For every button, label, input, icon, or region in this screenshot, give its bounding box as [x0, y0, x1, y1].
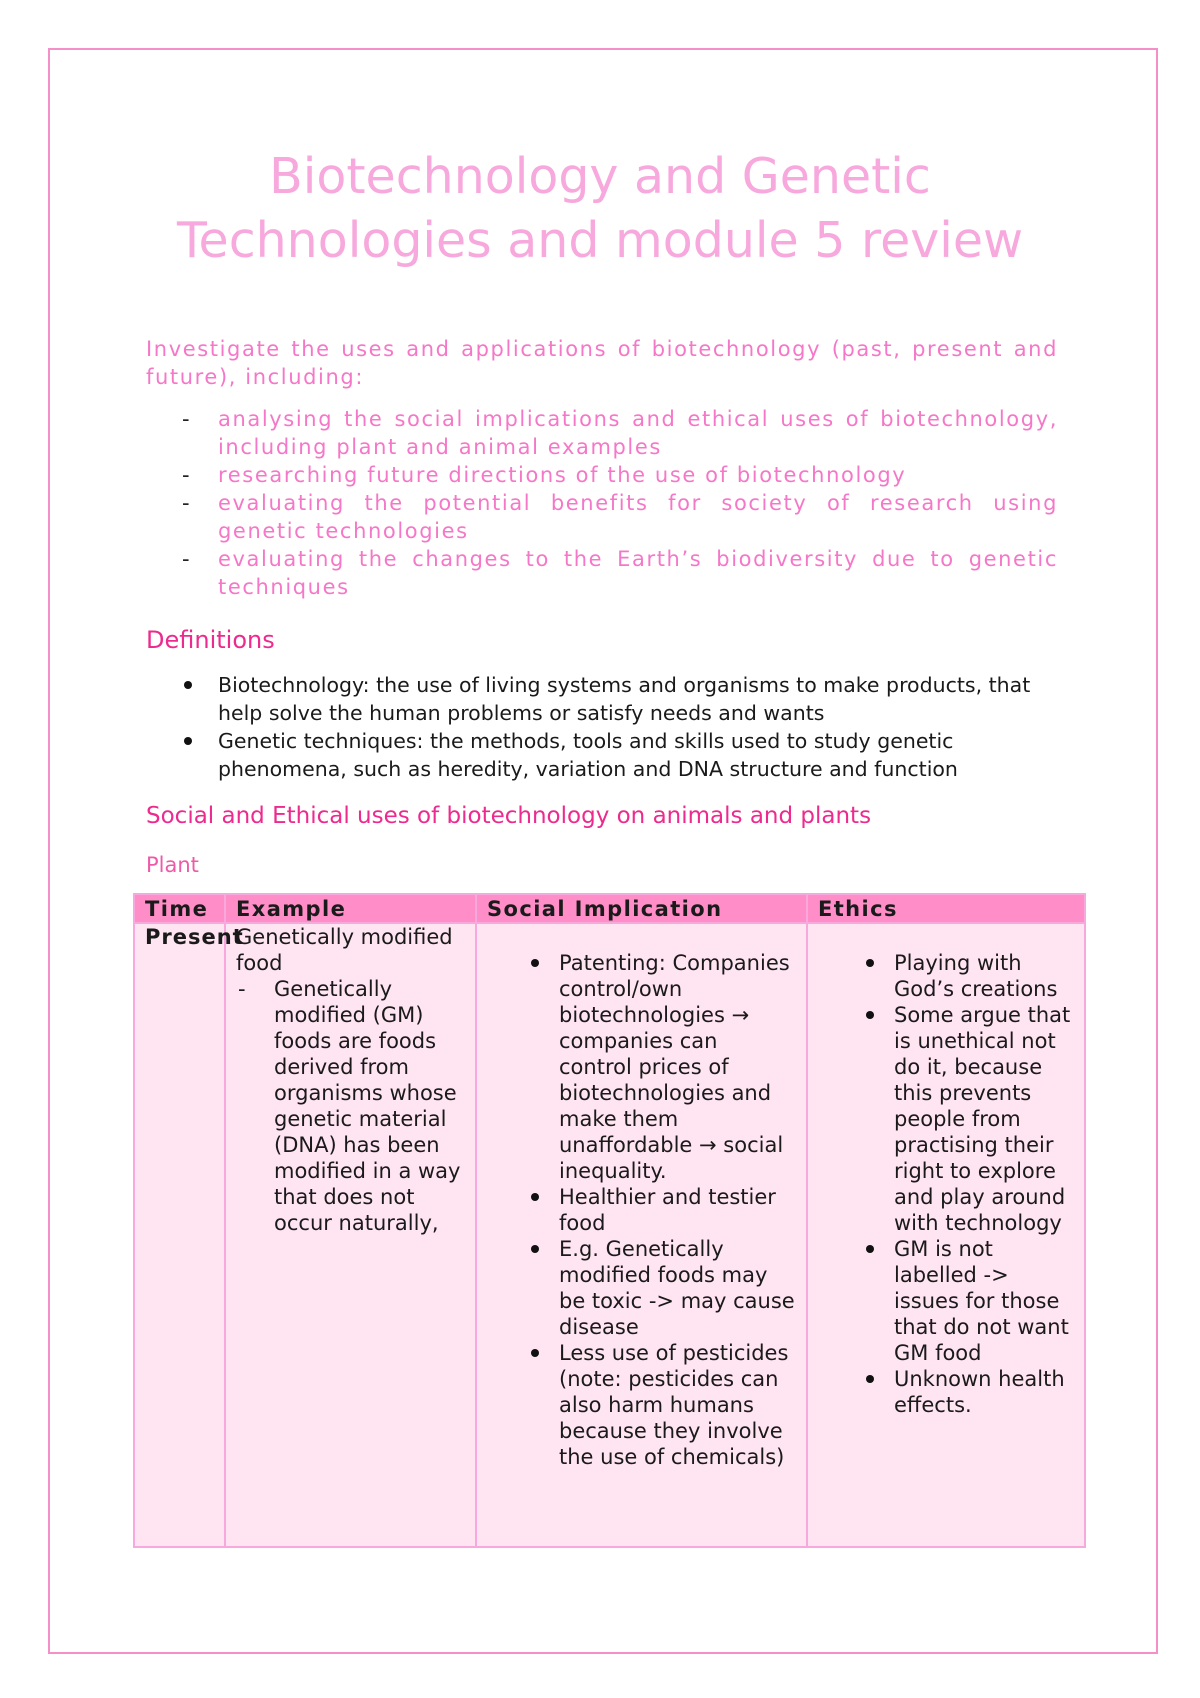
list-item: Less use of pesticides (note: pesticides can also harm humans because they involve the use of chemicals) [519, 1340, 796, 1470]
dash-icon: - [238, 977, 246, 1001]
list-item: Healthier and testier food [519, 1184, 796, 1236]
table-header-row [134, 894, 1085, 923]
definitions-heading: Definitions [146, 626, 275, 654]
bullet-icon [531, 1245, 539, 1253]
dash-icon: - [182, 407, 192, 431]
list-item: E.g. Genetically modified foods may be toxic -> may cause disease [519, 1236, 796, 1340]
list-item: Genetic techniques: the methods, tools and skills used to study genetic phenomena, such as heredity, variation and DNA structure and function [146, 727, 1058, 783]
table-row [134, 923, 1085, 1547]
list-item: Some argue that is unethical not do it, because this prevents people from practising their right to explore and play around with technology [854, 1002, 1074, 1236]
list-item: - analysing the social implications and ethical uses of biotechnology, including plant and animal examples [182, 407, 1058, 459]
bullet-icon [866, 1011, 874, 1019]
time-cell: Present [134, 923, 225, 1547]
example-detail-list [200, 976, 465, 1236]
social-ethical-heading: Social and Ethical uses of biotechnology on animals and plants [146, 803, 872, 829]
column-header-social-implication: Social Implication [476, 894, 807, 923]
column-header-time: Time [134, 894, 225, 923]
bullet-icon [184, 737, 192, 745]
bullet-icon [866, 1245, 874, 1253]
dash-icon: - [182, 547, 192, 571]
list-item: - researching future directions of the use of biotechnology [182, 463, 907, 487]
ethics-list [818, 950, 1074, 1418]
page-title: Biotechnology and Genetic Technologies and module 5 review [176, 148, 1024, 269]
list-item: GM is not labelled -> issues for those that do not want GM food [854, 1236, 1074, 1366]
objectives-list [146, 405, 1058, 601]
list-item: Unknown health effects. [854, 1366, 1074, 1418]
intro-text: Investigate the uses and applications of biotechnology (past, present and future), including: [146, 337, 1058, 389]
list-item: - Genetically modified (GM) foods are foods derived from organisms whose genetic material (DNA) has been modified in a way that does not occur naturally, [238, 977, 461, 1235]
bullet-icon [531, 959, 539, 967]
column-header-example: Example [225, 894, 476, 923]
bullet-icon [184, 681, 192, 689]
example-title: Genetically modified food [236, 925, 453, 975]
bullet-icon [531, 1349, 539, 1357]
bullet-icon [531, 1193, 539, 1201]
list-item: Playing with God’s creations [854, 950, 1074, 1002]
plant-table [133, 893, 1086, 1548]
bullet-icon [866, 1375, 874, 1383]
list-item: - evaluating the potential benefits for society of research using genetic technologies [182, 491, 1058, 543]
social-implication-list [487, 950, 796, 1470]
list-item: Patenting: Companies control/own biotechnologies → companies can control prices of biotechnologies and make them unaffordable → social inequality. [519, 950, 796, 1184]
dash-icon: - [182, 491, 192, 515]
bullet-icon [866, 959, 874, 967]
document-body [146, 335, 1058, 879]
list-item: - evaluating the changes to the Earth’s biodiversity due to genetic techniques [182, 547, 1058, 599]
definitions-list [146, 671, 1058, 783]
list-item: Biotechnology: the use of living systems and organisms to make products, that help solve the human problems or satisfy needs and wants [146, 671, 1058, 727]
plant-subheading: Plant [146, 853, 199, 877]
column-header-ethics: Ethics [807, 894, 1085, 923]
social-implication-cell [476, 923, 807, 1547]
dash-icon: - [182, 463, 192, 487]
example-cell [225, 923, 476, 1547]
ethics-cell [807, 923, 1085, 1547]
